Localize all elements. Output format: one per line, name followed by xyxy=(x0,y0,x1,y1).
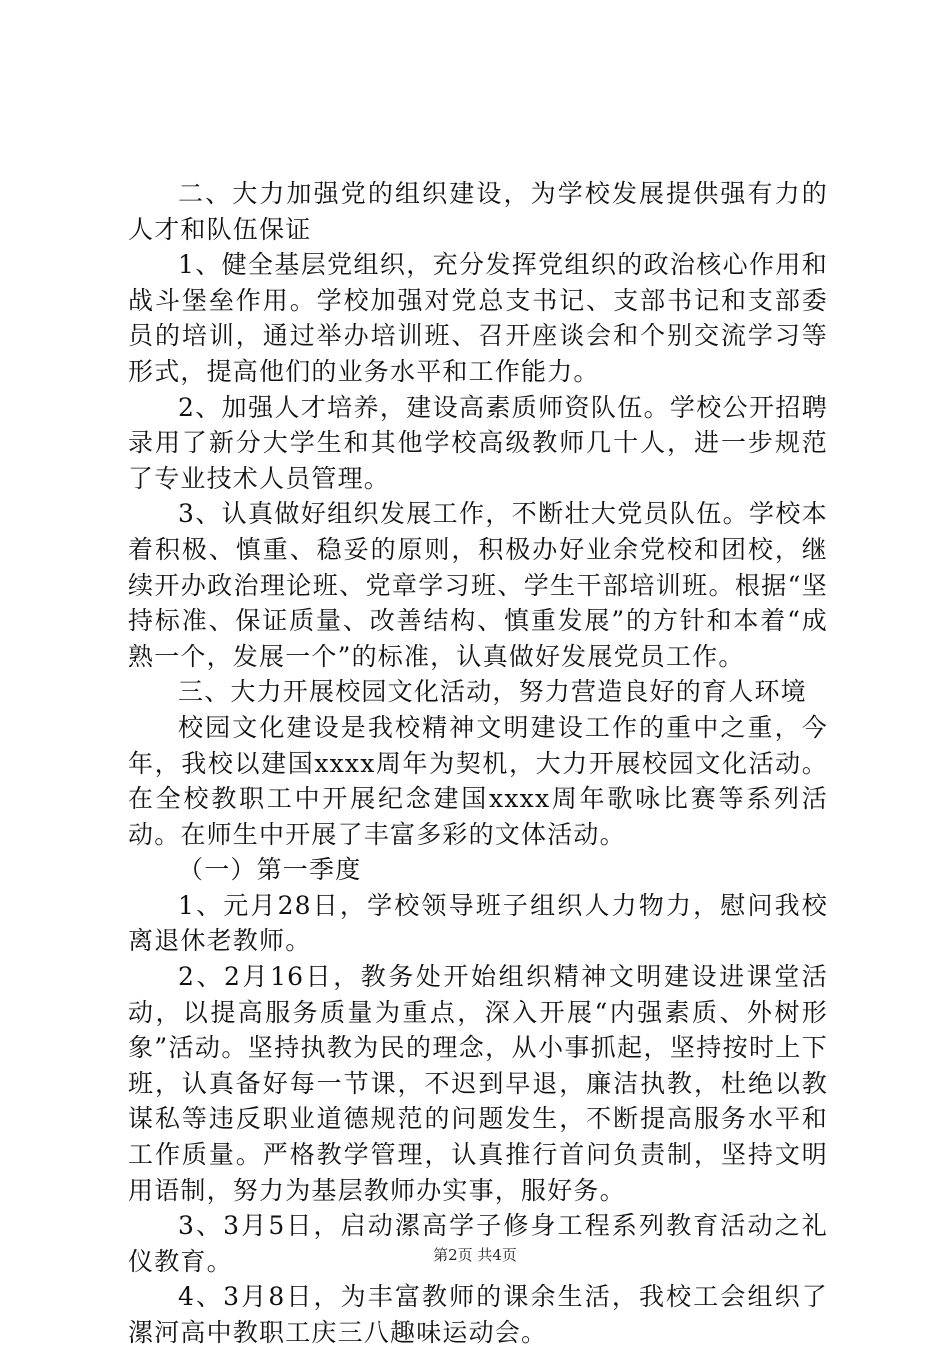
section-heading-2: 二、大力加强党的组织建设，为学校发展提供强有力的人才和队伍保证 xyxy=(128,179,828,244)
page-footer: 第2页 共4页 xyxy=(433,1246,517,1264)
paragraph: 1、健全基层党组织，充分发挥党组织的政治核心作用和战斗堡垒作用。学校加强对党总支书记、支部书记和支部委员的培训，通过举办培训班、召开座谈会和个别交流学习等形式，提高他们的业务水平和工作能力。 xyxy=(128,250,828,386)
paragraph: 3、3月5日，启动漯高学子修身工程系列教育活动之礼仪教育。 xyxy=(128,1211,828,1276)
paragraph: 4、3月8日，为丰富教师的课余生活，我校工会组织了漯河高中教职工庆三八趣味运动会。 xyxy=(128,1282,828,1347)
paragraph: 3、认真做好组织发展工作，不断壮大党员队伍。学校本着积极、慎重、稳妥的原则，积极办好业余党校和团校，继续开办政治理论班、党章学习班、学生干部培训班。根据“坚持标准、保证质量、改善结构、慎重发展”的方针和本着“成熟一个，发展一个”的标准，认真做好发展党员工作。 xyxy=(128,499,828,671)
paragraph: 2、2月16日，教务处开始组织精神文明建设进课堂活动，以提高服务质量为重点，深入开展“内强素质、外树形象”活动。坚持执教为民的理念，从小事抓起，坚持按时上下班，认真备好每一节课，不迟到早退，廉洁执教，杜绝以教谋私等违反职业道德规范的问题发生，不断提高服务水平和工作质量。严格教学管理，认真推行首问负责制，坚持文明用语制，努力为基层教师办实事，服好务。 xyxy=(128,962,828,1205)
document-body xyxy=(128,176,828,1351)
paragraph: 2、加强人才培养，建设高素质师资队伍。学校公开招聘录用了新分大学生和其他学校高级教师几十人，进一步规范了专业技术人员管理。 xyxy=(128,392,828,493)
paragraph: 校园文化建设是我校精神文明建设工作的重中之重，今年，我校以建国xxxx周年为契机，大力开展校园文化活动。在全校教职工中开展纪念建国xxxx周年歌咏比赛等系列活动。在师生中开展了丰富多彩的文体活动。 xyxy=(128,712,828,849)
subsection-heading: （一）第一季度 xyxy=(178,855,362,885)
section-heading-3: 三、大力开展校园文化活动，努力营造良好的育人环境 xyxy=(178,677,807,707)
paragraph: 1、元月28日，学校领导班子组织人力物力，慰问我校离退休老教师。 xyxy=(128,890,828,956)
